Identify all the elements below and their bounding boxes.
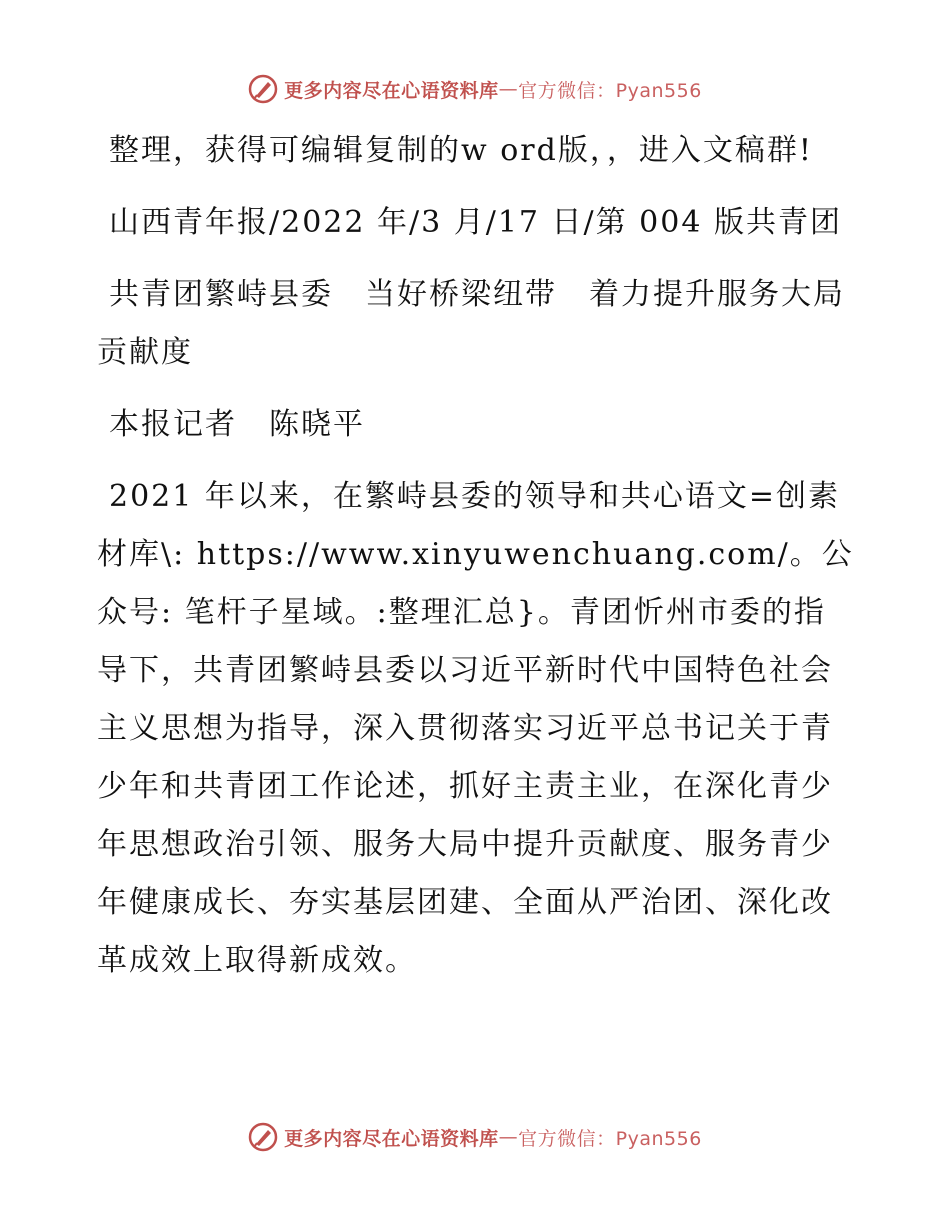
watermark-brand-text: 更多内容尽在心语资料库 [284,1127,499,1150]
footer-watermark [0,1122,950,1152]
article-title: 共青团繁峙县委 当好桥梁纽带 着力提升服务大局贡献度 [97,277,845,370]
quill-pen-icon [248,74,278,104]
document-body [97,122,857,1004]
paragraph-intro: 整理，获得可编辑复制的w ord版，，进入文稿群! [109,133,813,168]
paragraph-source: 山西青年报/2022 年/3 月/17 日/第 004 版共青团 [109,205,842,240]
watermark-wechat-text: 官方微信：Pyan556 [518,79,702,102]
watermark-brand-text: 更多内容尽在心语资料库 [284,79,499,102]
watermark-dash: — [498,78,519,100]
quill-pen-icon [248,1122,278,1152]
watermark-wechat-text: 官方微信：Pyan556 [518,1127,702,1150]
watermark-dash: — [498,1126,519,1148]
header-watermark [0,74,950,104]
article-byline: 本报记者 陈晓平 [109,407,365,442]
article-body-paragraph: 2021 年以来，在繁峙县委的领导和共心语文=创素材库\: https://www.xinyuwenchuang.com/。公众号: 笔杆子星域。:整理汇总}。青团忻州市委的指导下，共青团繁峙县委以习近平新时代中国特色社会主义思想为指导，深入贯彻落实习近平总书记关于青少年和共青团工作论述，抓好主责主业，在深化青少年思想政治引领、服务大局中提升贡献度、服务青少年健康成长、夯实基层团建、全面从严治团、深化改革成效上取得新成效。 [97,479,854,978]
